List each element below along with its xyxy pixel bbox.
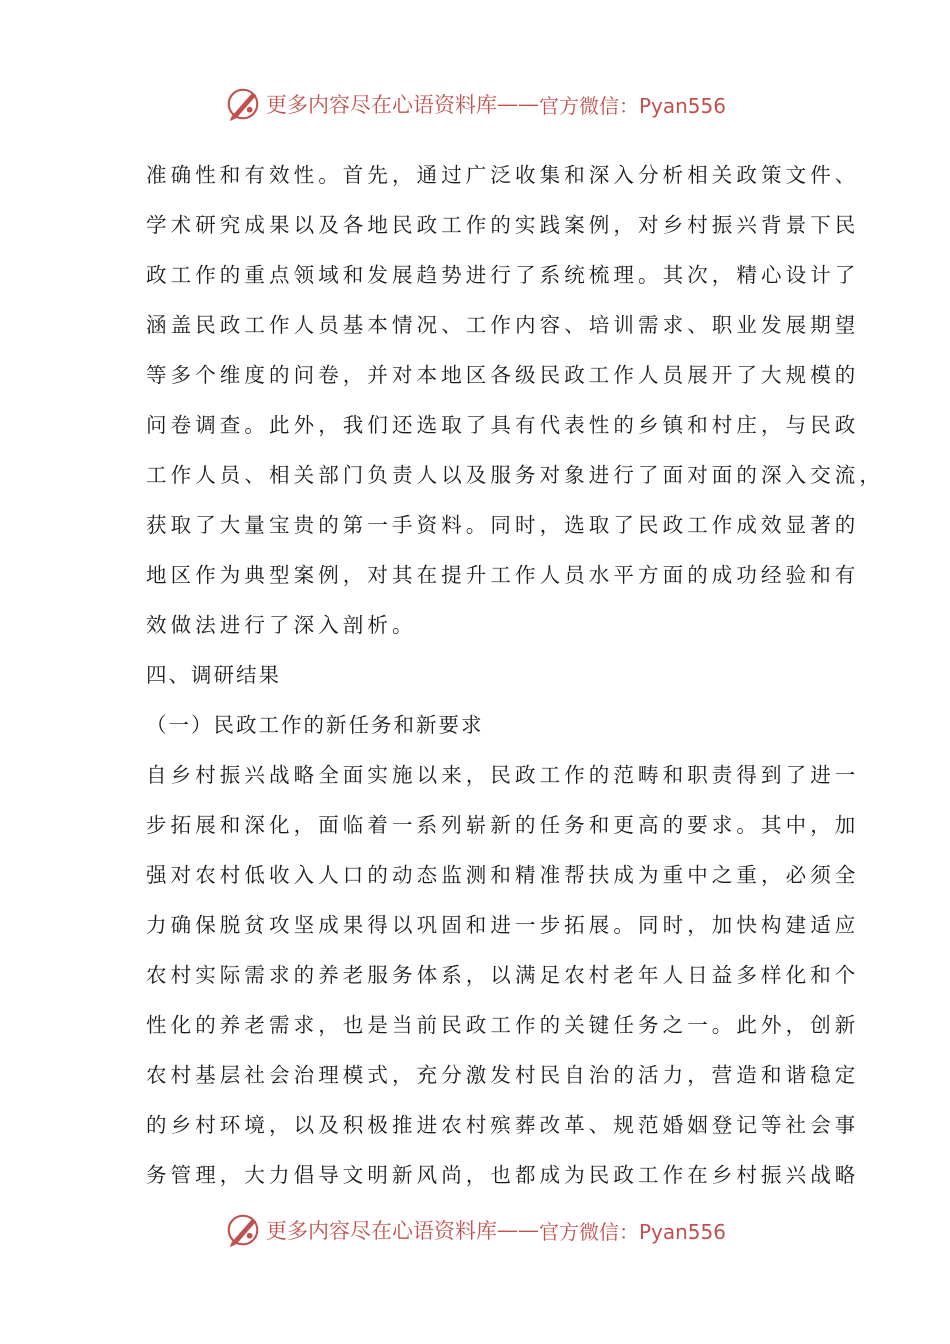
banner-brand-text: 更多内容尽在心语资料库 — [265, 93, 497, 117]
body-line: 效做法进行了深入剖析。 — [146, 613, 417, 637]
body-line: 性化的养老需求，也是当前民政工作的关键任务之一。此外，创新 — [146, 1013, 860, 1037]
body-line: 自乡村振兴战略全面实施以来，民政工作的范畴和职责得到了进一 — [146, 763, 860, 787]
banner-dash: —— — [496, 1218, 539, 1242]
section-heading: 四、调研结果 — [146, 663, 281, 687]
pen-logo-icon — [224, 1211, 262, 1249]
body-line: 问卷调查。此外，我们还选取了具有代表性的乡镇和村庄，与民政 — [146, 413, 860, 437]
body-line: 政工作的重点领域和发展趋势进行了系统梳理。其次，精心设计了 — [146, 263, 860, 287]
document-body — [146, 150, 884, 1200]
body-line: 强对农村低收入人口的动态监测和精准帮扶成为重中之重，必须全 — [146, 863, 860, 887]
banner-dash: —— — [496, 92, 539, 116]
header-watermark-banner — [0, 84, 950, 124]
banner-wechat-text: 官方微信：Pyan556 — [538, 1219, 726, 1244]
banner-brand-text: 更多内容尽在心语资料库 — [265, 1219, 497, 1243]
body-line: 准确性和有效性。首先，通过广泛收集和深入分析相关政策文件、 — [146, 163, 860, 187]
body-line: 务管理，大力倡导文明新风尚，也都成为民政工作在乡村振兴战略 — [146, 1163, 860, 1187]
banner-wechat-text: 官方微信：Pyan556 — [538, 93, 726, 118]
body-line: 工作人员、相关部门负责人以及服务对象进行了面对面的深入交流， — [146, 463, 884, 487]
subsection-heading: （一）民政工作的新任务和新要求 — [146, 713, 484, 737]
body-line: 涵盖民政工作人员基本情况、工作内容、培训需求、职业发展期望 — [146, 313, 860, 337]
pen-logo-icon — [224, 85, 262, 123]
body-line: 学术研究成果以及各地民政工作的实践案例，对乡村振兴背景下民 — [146, 213, 860, 237]
body-line: 的乡村环境，以及积极推进农村殡葬改革、规范婚姻登记等社会事 — [146, 1113, 860, 1137]
body-line: 地区作为典型案例，对其在提升工作人员水平方面的成功经验和有 — [146, 563, 860, 587]
footer-watermark-banner — [0, 1210, 950, 1250]
body-line: 农村基层社会治理模式，充分激发村民自治的活力，营造和谐稳定 — [146, 1063, 860, 1087]
body-line: 力确保脱贫攻坚成果得以巩固和进一步拓展。同时，加快构建适应 — [146, 913, 860, 937]
body-line: 等多个维度的问卷，并对本地区各级民政工作人员展开了大规模的 — [146, 363, 860, 387]
body-line: 获取了大量宝贵的第一手资料。同时，选取了民政工作成效显著的 — [146, 513, 860, 537]
body-line: 农村实际需求的养老服务体系，以满足农村老年人日益多样化和个 — [146, 963, 860, 987]
body-line: 步拓展和深化，面临着一系列崭新的任务和更高的要求。其中，加 — [146, 813, 860, 837]
